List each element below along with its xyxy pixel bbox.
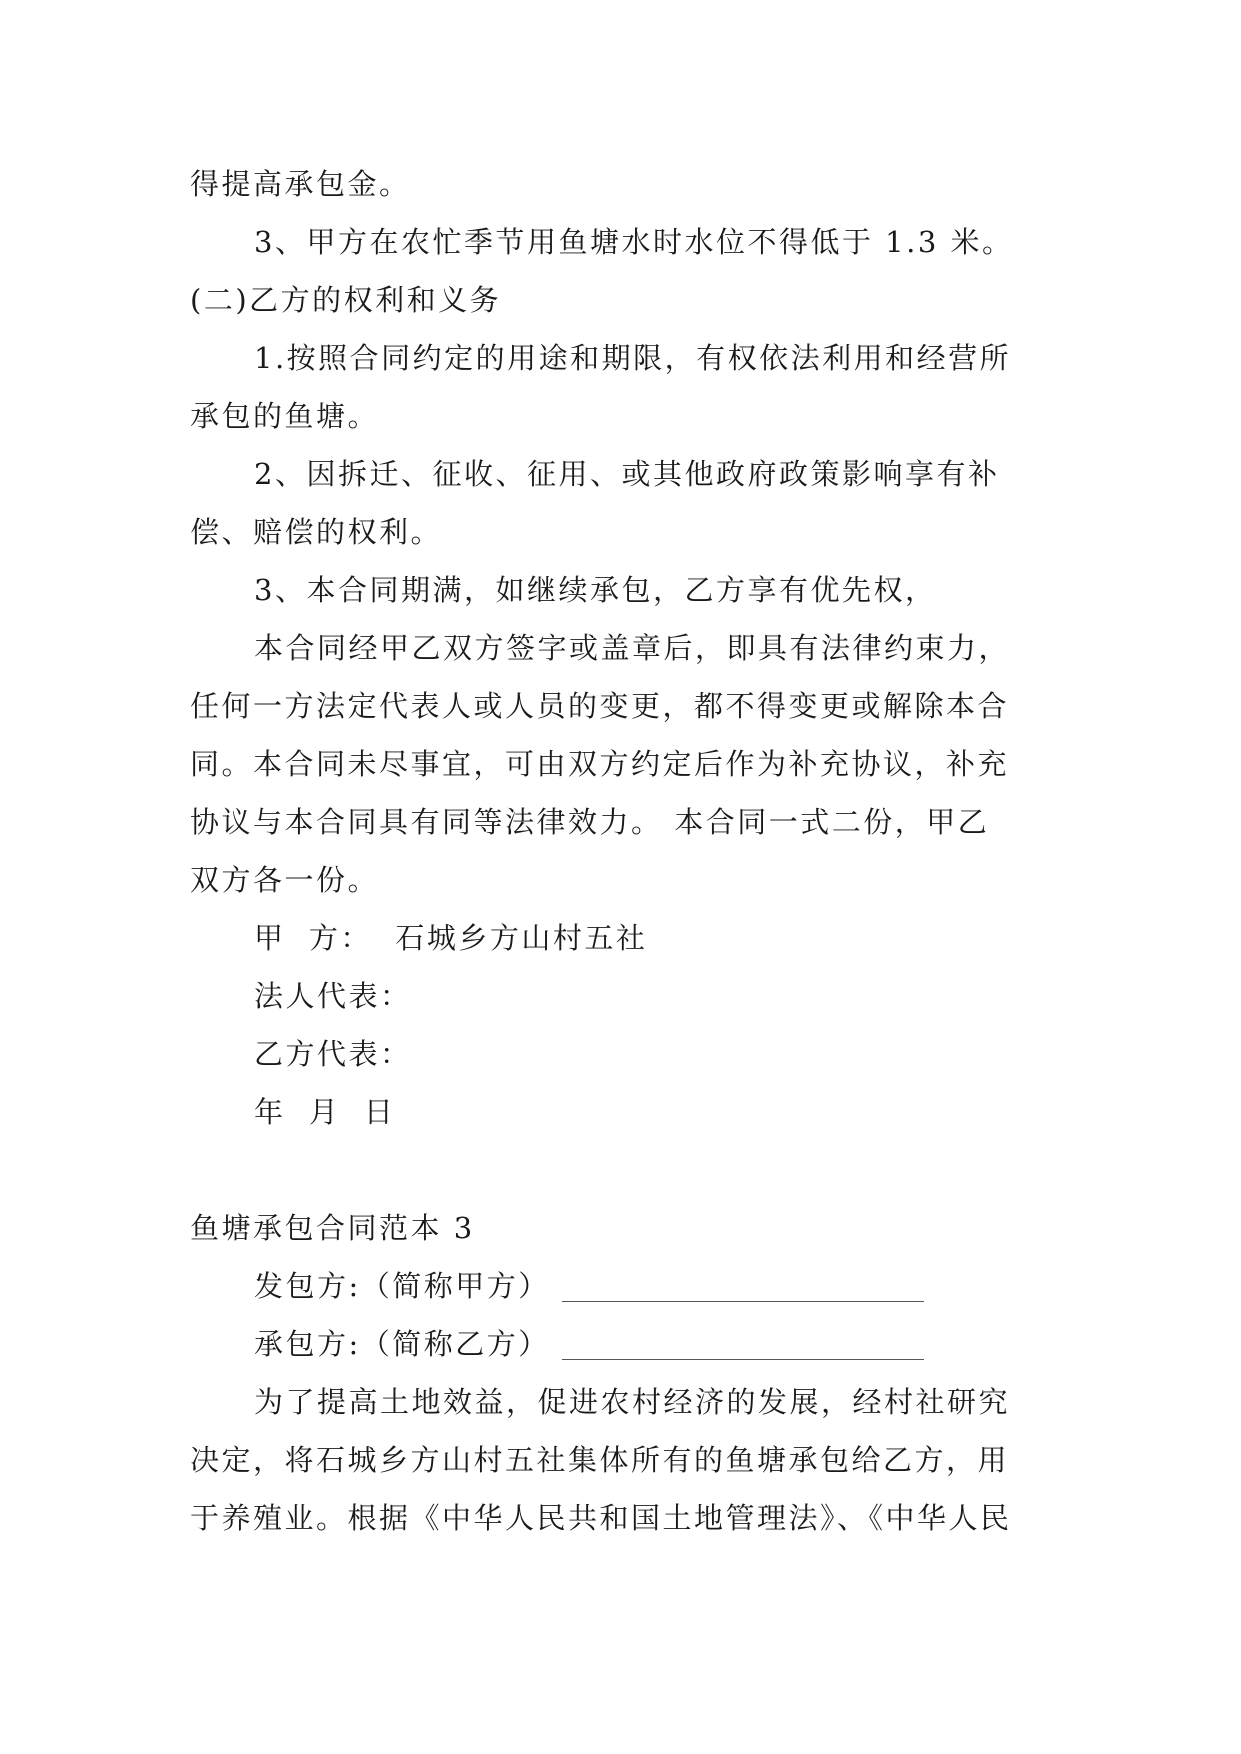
preamble-line: 为了提高土地效益，促进农村经济的发展，经村社研究 bbox=[254, 1385, 1011, 1419]
paragraph-line: 双方各一份。 bbox=[190, 863, 380, 897]
paragraph-line: 协议与本合同具有同等法律效力。 本合同一式二份，甲乙 bbox=[190, 805, 990, 839]
contractor-label: 发包方:（简称甲方） bbox=[254, 1269, 550, 1303]
contract-title: 鱼塘承包合同范本 3 bbox=[190, 1211, 475, 1245]
contractee-label: 承包方:（简称乙方） bbox=[254, 1327, 550, 1361]
paragraph-line: 承包的鱼塘。 bbox=[190, 399, 380, 433]
clause-b3: 3、本合同期满，如继续承包，乙方享有优先权， bbox=[254, 573, 937, 607]
section-heading: (二)乙方的权利和义务 bbox=[190, 283, 502, 317]
contractee-line bbox=[254, 1324, 1134, 1364]
contractor-blank bbox=[562, 1299, 924, 1302]
contractee-blank bbox=[562, 1357, 924, 1360]
clause-b2: 2、因拆迁、征收、征用、或其他政府政策影响享有补 bbox=[254, 457, 1000, 491]
paragraph-line: 任何一方法定代表人或人员的变更，都不得变更或解除本合 bbox=[190, 689, 1010, 723]
paragraph-line: 同。本合同未尽事宜，可由双方约定后作为补充协议，补充 bbox=[190, 747, 1010, 781]
paragraph-line: 得提高承包金。 bbox=[190, 167, 411, 201]
party-b-representative: 乙方代表： bbox=[254, 1037, 412, 1071]
legal-representative: 法人代表： bbox=[254, 979, 412, 1013]
signature-date: 年 月 日 bbox=[254, 1095, 396, 1129]
contractor-line bbox=[254, 1266, 1134, 1306]
paragraph-line: 决定，将石城乡方山村五社集体所有的鱼塘承包给乙方，用 bbox=[190, 1443, 1010, 1477]
clause-a3: 3、甲方在农忙季节用鱼塘水时水位不得低于 1.3 米。 bbox=[254, 225, 1014, 259]
party-a-signature: 甲 方： 石城乡方山村五社 bbox=[254, 921, 648, 955]
paragraph-line: 于养殖业。根据《中华人民共和国土地管理法》、《中华人民 bbox=[190, 1501, 1012, 1535]
effect-clause: 本合同经甲乙双方签字或盖章后，即具有法律约束力， bbox=[254, 631, 1011, 665]
paragraph-line: 偿、赔偿的权利。 bbox=[190, 515, 443, 549]
clause-b1: 1.按照合同约定的用途和期限，有权依法利用和经营所 bbox=[254, 341, 1012, 375]
